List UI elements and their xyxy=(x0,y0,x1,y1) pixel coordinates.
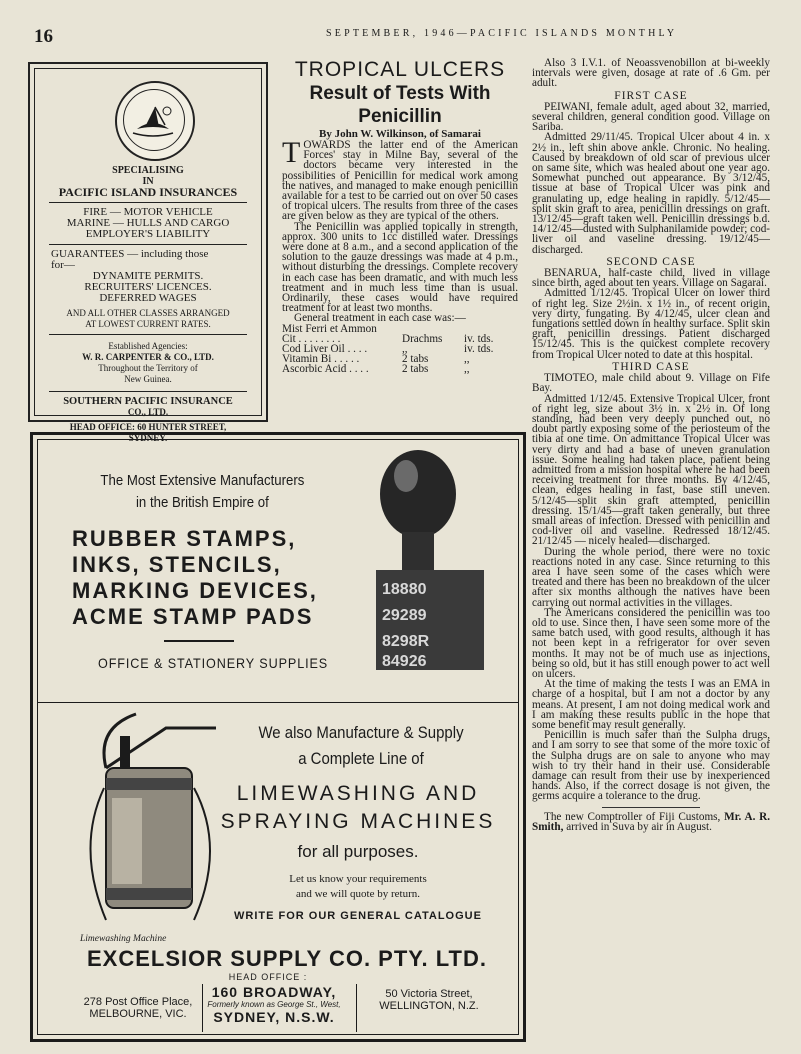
article-paragraph: The Penicillin was applied topically in strength, approx. 300 units to 1cc distilled water. Dressings were done at 8 a.m., and a second application of the solution to the gauze dressings was made at 4 p.m., without disturbing the dressings. Complete recovery in each case has been dramatic, and with much less treatment and in much less time than is usual. Ordinarily, these cases would have required treatment for at least two months. xyxy=(282,220,518,315)
ad-headline xyxy=(88,470,317,514)
also-manufacture xyxy=(242,720,480,772)
treatment-cell: Cit . . . . . . . . xyxy=(282,332,341,345)
article-column-2 xyxy=(532,58,770,832)
company-seal-logo xyxy=(115,81,195,161)
in-label: IN xyxy=(142,176,154,187)
classes-line: EMPLOYER'S LIABILITY xyxy=(85,228,211,240)
insurance-ad-frame xyxy=(34,68,262,443)
case-heading: FIRST CASE xyxy=(614,89,688,102)
article-paragraph xyxy=(282,136,518,223)
lime-line: SPRAYING MACHINES xyxy=(220,810,496,833)
product-line: RUBBER STAMPS, xyxy=(72,526,297,551)
office-supplies: OFFICE & STATIONERY SUPPLIES xyxy=(98,655,329,671)
guarantees-line: DEFERRED WAGES xyxy=(99,292,197,304)
address-line: WELLINGTON, N.Z. xyxy=(379,1000,479,1012)
drop-cap: T xyxy=(282,136,301,169)
quote-line: and we will quote by return. xyxy=(295,888,421,900)
also-line: We also Manufacture & Supply xyxy=(258,723,464,742)
article-paragraph: Also 3 I.V.1. of Neoassvenobillon at bi-weekly intervals were given, dosage at rate of .6 Gm. per adult. xyxy=(532,57,770,90)
treatment-cell: Ascorbic Acid . . . . xyxy=(282,363,369,376)
news-text: arrived in Suva by air in August. xyxy=(563,820,712,833)
ad-divider xyxy=(38,702,518,703)
company-name: SOUTHERN PACIFIC INSURANCE xyxy=(63,396,233,407)
treatment-row xyxy=(282,364,518,374)
ad-headline-line: The Most Extensive Manufacturers xyxy=(100,472,305,489)
product-line: ACME STAMP PADS xyxy=(72,604,314,629)
excelsior-ad xyxy=(30,432,526,1042)
headline-line: Result of Tests With xyxy=(309,83,491,104)
address-wellington xyxy=(364,988,494,1012)
address-melbourne xyxy=(78,996,198,1020)
guarantees-line: DYNAMITE PERMITS. xyxy=(92,270,204,282)
case-heading: SECOND CASE xyxy=(606,255,696,268)
address-line: Formerly known as George St., West, xyxy=(207,1000,341,1009)
classes-line: MARINE — HULLS AND CARGO xyxy=(66,217,230,229)
company-name: CO., LTD. xyxy=(127,407,169,417)
ad-headline-line: in the British Empire of xyxy=(136,494,269,511)
divider xyxy=(356,984,357,1032)
quote-line: Let us know your requirements xyxy=(289,873,427,885)
treatment-cell: Mist Ferri et Ammon xyxy=(282,322,377,335)
treatment-cell: 2 tabs xyxy=(402,363,429,376)
treatment-cell: ,, xyxy=(464,353,470,366)
treatment-cell: ,, xyxy=(464,363,470,376)
head-office: HEAD OFFICE: 60 HUNTER STREET, xyxy=(69,422,227,432)
treatment-cell: Drachms xyxy=(402,332,443,345)
product-line: MARKING DEVICES, xyxy=(72,578,318,603)
svg-text:18880: 18880 xyxy=(382,581,427,598)
head-office-label: HEAD OFFICE : xyxy=(228,972,308,982)
article-paragraph: During the whole period, there were no toxic reactions noted in any case. Since returning to this area I have seen some of the cases which were treated and there has been no breakdown of the ulcer after six months although the natives have been carrying out normal activities in the villages. xyxy=(532,545,770,609)
article-headline xyxy=(282,82,518,128)
divider xyxy=(49,202,247,203)
divider xyxy=(49,334,247,335)
divider xyxy=(164,640,234,642)
address-line: MELBOURNE, VIC. xyxy=(89,1008,187,1020)
case-heading: THIRD CASE xyxy=(612,360,690,373)
article-paragraph: The Americans considered the penicillin was too old to use. Since then, I have seen some more of the same batch used, with good results, although it has not been kept in a refrigerator for over seven months. It may not be of much use as injections, being so old, but it has still enough power to act well on ulcers. xyxy=(532,606,770,680)
quote-text xyxy=(228,872,488,902)
article-section-title: TROPICAL ULCERS xyxy=(294,58,506,81)
treatment-cell: Vitamin Bi . . . . . xyxy=(282,353,360,366)
divider xyxy=(202,984,203,1032)
specialising-label: SPECIALISING xyxy=(112,165,184,176)
other-classes-line: AND ALL OTHER CLASSES ARRANGED xyxy=(66,308,230,318)
address-line: 278 Post Office Place, xyxy=(83,996,193,1008)
guarantees-line: RECRUITERS' LICENCES. xyxy=(84,281,212,293)
address-line: SYDNEY, N.S.W. xyxy=(213,1009,335,1025)
guarantees-line: for— xyxy=(51,259,75,271)
article-paragraph: PEIWANI, female adult, aged about 32, married, several children, general condition good. Village on Sariba. xyxy=(532,100,770,134)
treatment-table xyxy=(282,324,518,375)
machine-caption: Limewashing Machine xyxy=(80,934,167,944)
headline-line: Penicillin xyxy=(358,106,442,127)
article-paragraph: At the time of making the tests I was an EMA in charge of a hospital, but I am not a doctor by any means. At present, I am not doing medical work and I am making these results public in the hope that some benefit may result generally. xyxy=(532,678,770,731)
for-all-purposes: for all purposes. xyxy=(297,842,419,861)
address-sydney xyxy=(204,984,344,1025)
treatment-cell: ,, xyxy=(402,343,408,356)
insurance-ad-text xyxy=(35,165,261,444)
news-text: The new Comptroller of Fiji Customs, xyxy=(544,810,725,823)
product-line: INKS, STENCILS, xyxy=(72,552,282,577)
agent-area: Throughout the Territory of xyxy=(98,363,198,373)
agencies-label: Established Agencies: xyxy=(108,341,188,351)
article-paragraph: Penicillin is much safer than the Sulpha drugs, and I am sorry to see that some of the more toxic of the Sulpha drugs are on sale to anyone who may wish to try their hand in their use. Considerable damage can result from their use by inexperienced hands. Also, if the correct dosage is not given, the germs acquire a tolerance to the drug. xyxy=(532,729,770,803)
company-name: EXCELSIOR SUPPLY CO. PTY. LTD. xyxy=(86,946,487,971)
head-office: SYDNEY. xyxy=(128,433,168,443)
svg-text:8298R: 8298R xyxy=(382,633,430,650)
svg-text:84926: 84926 xyxy=(382,653,427,670)
address-line: 160 BROADWAY, xyxy=(211,984,337,1000)
svg-text:29289: 29289 xyxy=(382,607,427,624)
business-line: PACIFIC ISLAND INSURANCES xyxy=(58,185,238,199)
treatment-cell: iv. tds. xyxy=(464,343,494,356)
agent-area: New Guinea. xyxy=(124,374,172,384)
divider xyxy=(49,244,247,245)
running-head: SEPTEMBER, 1946—PACIFIC ISLANDS MONTHLY xyxy=(326,28,678,39)
news-item xyxy=(532,812,770,832)
divider xyxy=(602,807,700,808)
article-byline: By John W. Wilkinson, of Samarai xyxy=(319,128,481,140)
catalogue-line: WRITE FOR OUR GENERAL CATALOGUE xyxy=(234,910,482,922)
address-line: 50 Victoria Street, xyxy=(385,988,473,1000)
agent-name: W. R. CARPENTER & CO., LTD. xyxy=(82,352,214,362)
excelsior-ad-frame xyxy=(37,439,519,1035)
other-classes-line: AT LOWEST CURRENT RATES. xyxy=(85,319,211,329)
rubber-stamp-icon xyxy=(336,444,500,696)
seal-emblem-icon xyxy=(115,81,191,157)
article-paragraph: Admitted 1/12/45. Tropical Ulcer on lower third of right leg. Size 2½in. x 1½ in., of recent origin, very dirty, fungating. By 4/12/45, ulcer clean and fungations settled down in healthy surface. Split skin graft, penicillin dressings. Patient discharged 15/12/45. This is the quickest complete recovery from Tropical Ulcer noted to date at this hospital. xyxy=(532,287,770,361)
treatment-cell: 2 tabs xyxy=(402,353,429,366)
article-paragraph: Admitted 1/12/45. Extensive Tropical Ulcer, front of right leg, size about 3½ in. x 2½ in. Of long standing, had been very deeply punched out, no doubt partly exposing some of the periosteum of the tibia at one time. On admittance Tropical Ulcer was very dirty and had a base of uneven granulation issue. Some healing had taken place, patient being admitted from a mission hospital where he had been receiving treatment for three months. By 4/12/45, clean, edges healing in fast, base still uneven. 5/12/45—split skin graft attempted, penicillin dressing. 15/1/45—graft taken generally, but three small areas of infection. Dressed with penicillin and cod-liver oil and vaseline. Redressed 18/12/45. 21/12/45 — nicely healed—discharged. xyxy=(532,392,770,548)
also-line: a Complete Line of xyxy=(298,749,424,768)
insurance-ad xyxy=(28,62,268,443)
news-name: Mr. A. R. Smith, xyxy=(532,810,770,833)
treatment-cell: Cod Liver Oil . . . . xyxy=(282,343,368,356)
article-paragraph: Admitted 29/11/45. Tropical Ulcer about 4 in. x 2½ in., left shin above ankle. Chronic. No healing. Caused by breakdown of old scar of previous ulcer on same site, which was healed about one year ago. Somewhat punched out appearance. By 3/12/45, tissue at base of Tropical Ulcer was pink and granulating up, edge healing in rapidly. 5/12/45—split skin graft to area, penicillin dressings on graft. 13/12/45—graft taken well. Penicillin dressings b.d. 14/12/45—dusted with Sulphanilamide powder; cod-liver oil and vaseline dressing. 19/12/45—discharged. xyxy=(532,131,771,256)
classes-line: FIRE — MOTOR VEHICLE xyxy=(83,206,213,218)
limewashing-heading xyxy=(198,780,518,836)
article-paragraph: TIMOTEO, male child about 9. Village on Fife Bay. xyxy=(532,372,770,395)
article-paragraph: General treatment in each case was:— xyxy=(294,312,466,325)
article-paragraph: BENARUA, half-caste child, lived in village since birth, aged about ten years. Village on Sagarai. xyxy=(532,267,770,290)
divider xyxy=(49,391,247,392)
lime-line: LIMEWASHING AND xyxy=(236,782,480,805)
article-column-1 xyxy=(282,136,518,376)
paragraph-text: OWARDS the latter end of the American Forces' stay in Milne Bay, several of the doctors became very interested in the possibilities of Penicillin for medical work among the natives, and managed to make enough penicillin available for a test to be carried out on over 50 cases of tropical ulcers. The results from three of the cases are given below as they are typical of the others. xyxy=(282,139,518,223)
treatment-cell: iv. tds. xyxy=(464,332,494,345)
guarantees-line: GUARANTEES — including those xyxy=(51,248,209,260)
page-number: 16 xyxy=(34,26,53,47)
